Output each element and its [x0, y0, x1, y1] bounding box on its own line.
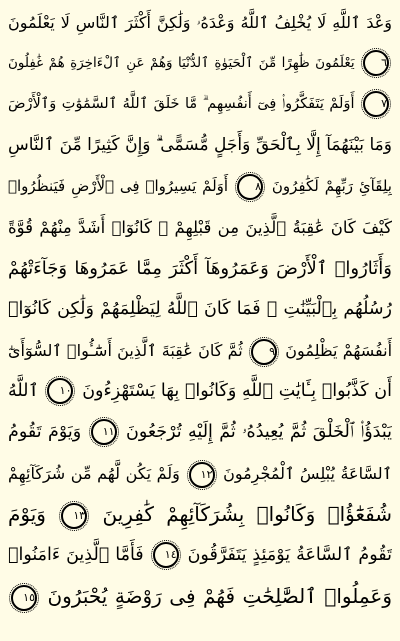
verse-text: فَأَمَّا ٱلَّذِينَ ءَامَنُوا۟ — [8, 545, 144, 565]
verse-text: أَوَلَمْ يَتَفَكَّرُوا۟ فِىٓ أَنفُسِهِم ۗ مَّا خَلَقَ ٱللَّهُ ٱلسَّمَٰوَٰتِ وَٱلْأَرْضَ — [8, 96, 355, 112]
verse-text: تَقُومُ ٱلسَّاعَةُ يَوْمَئِذٍ يَتَفَرَّقُونَ — [187, 545, 392, 565]
verse-text: وَعْدَ ٱللَّهِ لَا يُخْلِفُ ٱللَّهُ وَعْدَهُۥ وَلَٰكِنَّ أَكْثَرَ ٱلنَّاسِ لَا يَعْلَمُونَ — [8, 13, 392, 32]
verse-text: ثُمَّ كَانَ عَٰقِبَةَ ٱلَّذِينَ أَسَٰٓـُٔوا۟ ٱلسُّوٓأَىٰٓ — [8, 341, 243, 360]
verse-line — [8, 576, 392, 617]
verse-text: بِلِقَآئِ رَبِّهِمْ لَكَٰفِرُونَ — [271, 177, 392, 195]
verse-text: أَوَلَمْ يَسِيرُوا۟ فِى ٱلْأَرْضِ فَيَنظُرُوا۟ — [8, 177, 229, 195]
verse-line — [8, 412, 392, 453]
verse-text: رُسُلُهُم بِٱلْبَيِّنَٰتِ ۖ فَمَا كَانَ ٱللَّهُ لِيَظْلِمَهُمْ وَلَٰكِن كَانُوٓا۟ — [8, 299, 392, 319]
verse-line — [8, 2, 392, 43]
verse-line — [8, 166, 392, 207]
verse-line — [8, 371, 392, 412]
ayah-number-marker: ١٣ — [61, 503, 87, 529]
verse-line — [8, 289, 392, 330]
verse-text: وَأَثَارُوا۟ ٱلْأَرْضَ وَعَمَرُوهَآ أَكْثَرَ مِمَّا عَمَرُوهَا وَجَآءَتْهُمْ — [8, 258, 392, 279]
verse-line — [8, 43, 392, 84]
verse-lines — [8, 2, 392, 617]
verse-text: كَيْفَ كَانَ عَٰقِبَةُ ٱلَّذِينَ مِن قَبْلِهِمْ ۚ كَانُوٓا۟ أَشَدَّ مِنْهُمْ قُوَّةً — [8, 218, 392, 237]
verse-line — [8, 453, 392, 494]
verse-line — [8, 207, 392, 248]
ayah-number-marker: ١٠ — [47, 378, 73, 404]
verse-text: وَعَمِلُوا۟ ٱلصَّٰلِحَٰتِ فَهُمْ فِى رَوْضَةٍ يُحْبَرُونَ — [47, 584, 392, 608]
verse-text: وَيَوْمَ — [8, 502, 46, 526]
verse-line — [8, 494, 392, 535]
ayah-number-marker: ١٢ — [189, 462, 215, 488]
verse-line — [8, 248, 392, 289]
verse-text: ٱللَّهُ — [8, 381, 39, 401]
verse-text: وَيَوْمَ تَقُومُ — [8, 422, 82, 442]
verse-text: يَبْدَؤُا۟ ٱلْخَلْقَ ثُمَّ يُعِيدُهُۥ ثُمَّ إِلَيْهِ تُرْجَعُونَ — [125, 422, 392, 442]
verse-text: أَنفُسَهُمْ يَظْلِمُونَ — [285, 341, 392, 360]
ayah-number-marker: ١٤ — [153, 542, 179, 568]
verse-text: وَلَمْ يَكُن لَّهُم مِّن شُرَكَآئِهِمْ — [8, 464, 180, 483]
verse-line — [8, 125, 392, 166]
verse-text: شُفَعَٰٓؤُا۟ وَكَانُوا۟ بِشُرَكَآئِهِمْ كَٰفِرِينَ — [102, 502, 392, 526]
ayah-number-marker: ٦ — [363, 50, 389, 76]
ayah-number-marker: ١٥ — [11, 585, 37, 611]
verse-text: وَمَا بَيْنَهُمَآ إِلَّا بِٱلْحَقِّ وَأَجَلٍ مُّسَمًّى ۗ وَإِنَّ كَثِيرًا مِّنَ ٱلنَّاسِ — [8, 135, 392, 155]
verse-text: ٱلسَّاعَةُ يُبْلِسُ ٱلْمُجْرِمُونَ — [223, 464, 392, 483]
verse-text: يَعْلَمُونَ ظَٰهِرًا مِّنَ ٱلْحَيَوٰةِ ٱلدُّنْيَا وَهُمْ عَنِ ٱلْءَاخِرَةِ هُمْ غَٰفِلُونَ — [8, 55, 355, 71]
verse-text: أَن كَذَّبُوا۟ بِـَٔايَٰتِ ٱللَّهِ وَكَانُوا۟ بِهَا يَسْتَهْزِءُونَ — [82, 381, 392, 401]
ayah-number-marker: ٧ — [363, 91, 389, 117]
verse-line — [8, 330, 392, 371]
verse-line — [8, 535, 392, 576]
ayah-number-marker: ٩ — [251, 339, 277, 365]
verse-line — [8, 84, 392, 125]
ayah-number-marker: ٨ — [237, 174, 263, 200]
ayah-number-marker: ١١ — [91, 419, 117, 445]
